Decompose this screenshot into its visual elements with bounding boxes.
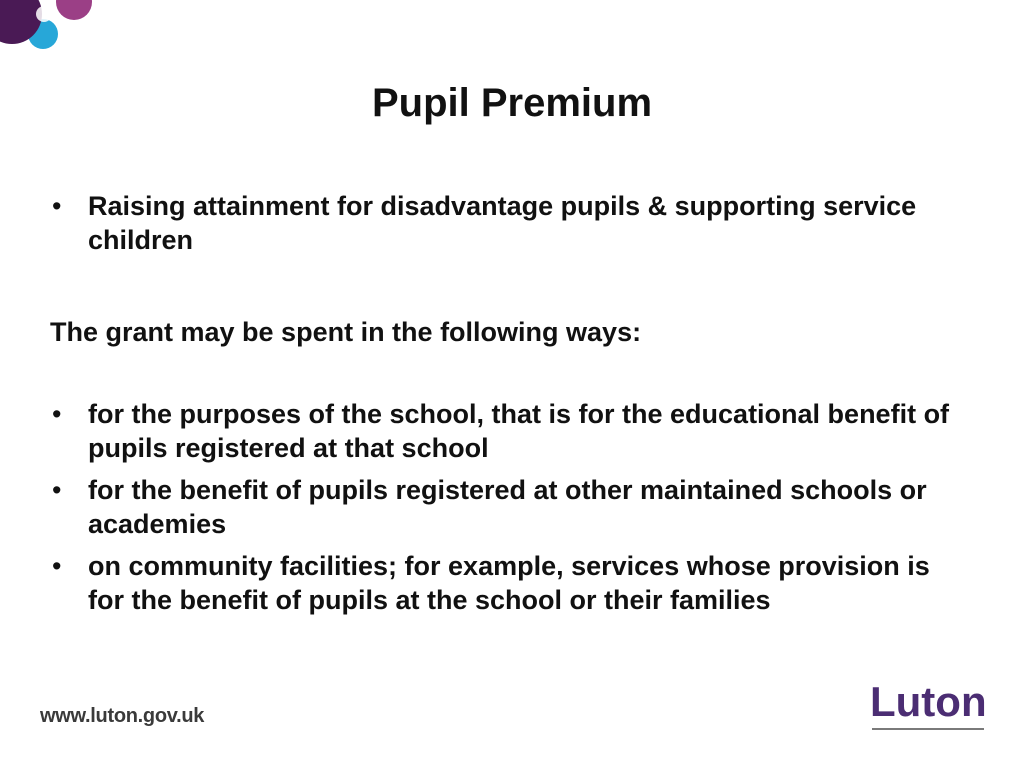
bullet-dot: • (52, 399, 62, 429)
bullet-text: on community facilities; for example, services whose provision is for the benefit of pupils at the school or their families (88, 551, 930, 615)
slide-title: Pupil Premium (371, 81, 653, 125)
bullet-text: Raising attainment for disadvantage pupils & supporting service children (88, 191, 917, 255)
luton-brand-logo: Luton (870, 678, 987, 725)
spending-bullet-list (48, 397, 968, 625)
bullet-item (48, 549, 968, 617)
bullet-text: for the benefit of pupils registered at other maintained schools or academies (88, 475, 927, 539)
intro-bullet-list (48, 189, 968, 265)
bullet-text: for the purposes of the school, that is for the educational benefit of pupils registered at that school (88, 399, 950, 463)
grant-intro-text: The grant may be spent in the following ways: (50, 317, 642, 347)
brand-underline (872, 728, 984, 730)
bullet-item (48, 397, 968, 465)
bullet-item (48, 473, 968, 541)
bullet-dot: • (52, 551, 62, 581)
bullet-dot: • (52, 191, 62, 221)
logo-circle-light (36, 6, 52, 22)
council-circles-logo-icon (0, 0, 100, 60)
bullet-dot: • (52, 475, 62, 505)
bullet-item (48, 189, 968, 257)
footer-url: www.luton.gov.uk (40, 705, 205, 727)
logo-circle-magenta (56, 0, 92, 20)
